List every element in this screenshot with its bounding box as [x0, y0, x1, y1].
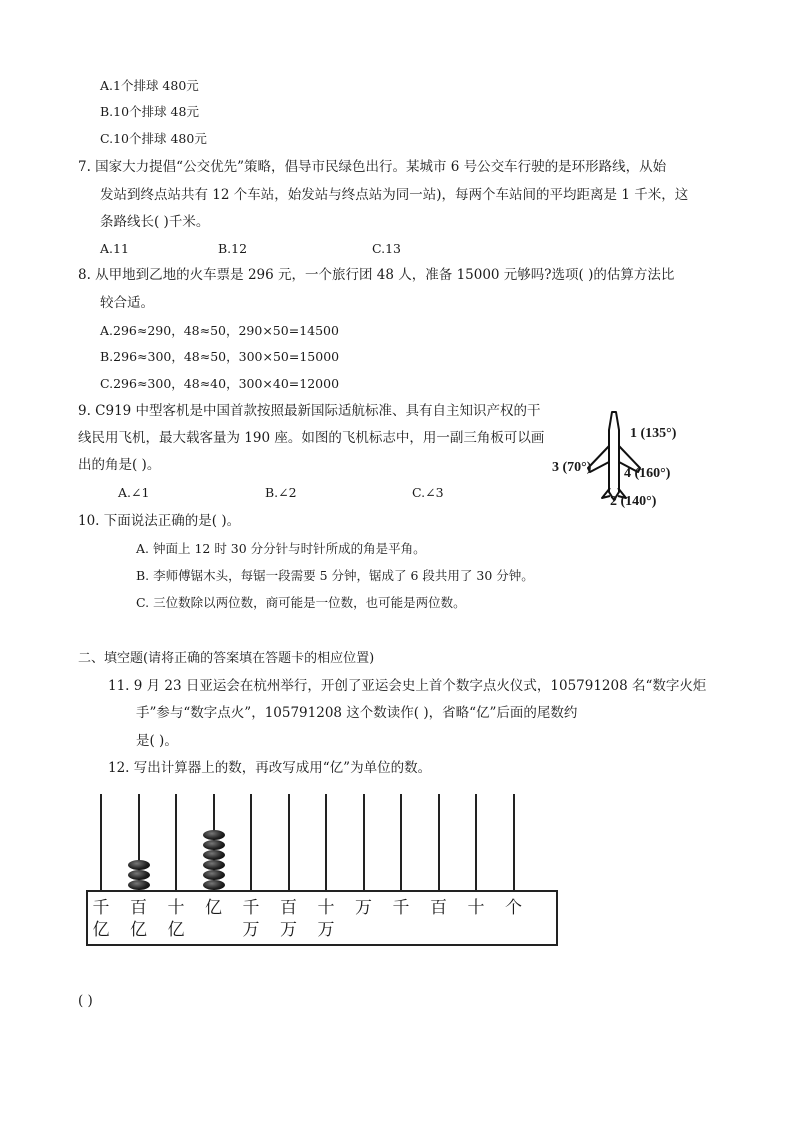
q8-option-a: A.296≈290，48≈50，290×50=14500: [100, 323, 339, 338]
q6-option-c: C.10个排球 480元: [100, 131, 207, 146]
abacus-figure: [80, 790, 562, 952]
q11-line-3: 是( )。: [136, 733, 178, 749]
abacus-rod: [438, 794, 440, 890]
abacus-bead: [128, 880, 150, 890]
q12-answer-blank: ( ): [78, 993, 93, 1009]
place-value-label: 千: [242, 898, 260, 918]
place-value-unit: 万: [280, 920, 297, 940]
q9-line-1: 9. C919 中型客机是中国首款按照最新国际适航标准、具有自主知识产权的干: [78, 403, 541, 419]
place-value-label: 百: [130, 898, 147, 918]
place-value-unit: 亿: [92, 920, 110, 940]
angle-3-label: 3 (70°): [552, 460, 592, 475]
place-value-label: 个: [505, 898, 522, 918]
q7-line-2: 发站到终点站共有 12 个车站，始发站与终点站为同一站)，每两个车站间的平均距离是 1 千米，这: [100, 187, 689, 203]
abacus-rod: [175, 794, 177, 890]
q8-line-1: 8. 从甲地到乙地的火车票是 296 元，一个旅行团 48 人，准备 15000 元够吗?选项( )的估算方法比: [78, 267, 675, 283]
place-value-label: 百: [280, 898, 297, 918]
place-value-label: 百: [430, 898, 447, 918]
q7-option-a: A.11: [100, 241, 129, 256]
abacus-bead: [203, 860, 225, 870]
angle-1-label: 1 (135°): [630, 426, 677, 441]
abacus-rod: [288, 794, 290, 890]
angle-4-label: 4 (160°): [624, 466, 671, 481]
q11-line-2: 手”参与“数字点火”，105791208 这个数读作( )，省略“亿”后面的尾数约: [136, 705, 578, 721]
abacus-rod: [475, 794, 477, 890]
place-value-label: 千: [92, 898, 110, 918]
q11-line-1: 11. 9 月 23 日亚运会在杭州举行，开创了亚运会史上首个数字点火仪式，105791208 名“数字火炬: [108, 678, 707, 694]
q7-line-3: 条路线长( )千米。: [100, 214, 210, 230]
q9-option-c: C.∠3: [412, 485, 444, 500]
abacus-rod: [513, 794, 515, 890]
abacus-bead: [128, 860, 150, 870]
plane-figure: [548, 408, 698, 516]
abacus-rod: [400, 794, 402, 890]
place-value-label: 十: [317, 898, 335, 918]
q7-option-b: B.12: [218, 241, 248, 256]
q8-option-c: C.296≈300，48≈40，300×40=12000: [100, 376, 340, 391]
abacus-rod: [363, 794, 365, 890]
angle-2-label: 2 (140°): [610, 494, 657, 509]
place-value-label: 十: [467, 898, 485, 918]
abacus-bead: [203, 870, 225, 880]
place-value-label: 十: [167, 898, 185, 918]
abacus-bead: [203, 850, 225, 860]
q9-line-2: 线民用飞机，最大载客量为 190 座。如图的飞机标志中，用一副三角板可以画: [78, 430, 545, 446]
place-value-unit: 亿: [130, 920, 147, 940]
q9-option-a: A.∠1: [118, 485, 150, 500]
q9-line-3: 出的角是( )。: [78, 457, 161, 473]
section-2-heading: 二、填空题(请将正确的答案填在答题卡的相应位置): [78, 651, 375, 666]
q8-line-2: 较合适。: [100, 295, 154, 311]
q10-line: 10. 下面说法正确的是( )。: [78, 513, 241, 529]
abacus-bead: [203, 840, 225, 850]
q10-option-a: A. 钟面上 12 时 30 分分针与时针所成的角是平角。: [136, 541, 426, 556]
q6-option-b: B.10个排球 48元: [100, 104, 199, 119]
q10-option-c: C. 三位数除以两位数，商可能是一位数，也可能是两位数。: [136, 595, 466, 610]
place-value-label: 万: [355, 898, 372, 918]
abacus-bead: [128, 870, 150, 880]
place-value-label: 亿: [205, 898, 222, 918]
place-value-unit: 万: [317, 920, 335, 940]
q8-option-b: B.296≈300，48≈50，300×50=15000: [100, 349, 340, 364]
q7-line-1: 7. 国家大力提倡“公交优先”策略，倡导市民绿色出行。某城市 6 号公交车行驶的是环形路线，从始: [78, 159, 667, 175]
abacus-bead: [203, 830, 225, 840]
place-value-label: 千: [392, 898, 410, 918]
place-value-unit: 万: [242, 920, 260, 940]
q7-option-c: C.13: [372, 241, 401, 256]
abacus-rod: [325, 794, 327, 890]
q10-option-b: B. 李师傅锯木头，每锯一段需要 5 分钟，锯成了 6 段共用了 30 分钟。: [136, 568, 534, 583]
q12-line: 12. 写出计算器上的数，再改写成用“亿”为单位的数。: [108, 760, 432, 776]
q9-option-b: B.∠2: [265, 485, 297, 500]
abacus-rod: [100, 794, 102, 890]
q6-option-a: A.1个排球 480元: [100, 78, 199, 93]
abacus-bead: [203, 880, 225, 890]
abacus-rod: [250, 794, 252, 890]
place-value-unit: 亿: [167, 920, 185, 940]
